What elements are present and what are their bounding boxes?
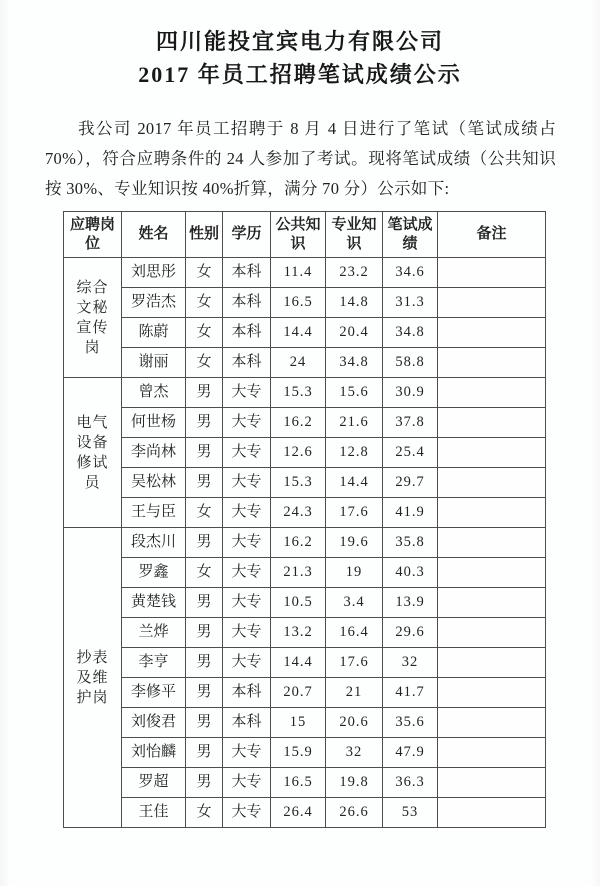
table-row	[64, 618, 546, 648]
professional-score-cell: 15.6	[326, 378, 383, 408]
name-cell: 李尚林	[122, 438, 186, 468]
gender-cell: 男	[186, 678, 223, 708]
name-cell: 罗超	[122, 768, 186, 798]
name-cell: 王与臣	[122, 498, 186, 528]
gender-cell: 女	[186, 288, 223, 318]
table-row	[64, 438, 546, 468]
gender-cell: 男	[186, 378, 223, 408]
professional-score-cell: 26.6	[326, 798, 383, 828]
public-score-cell: 26.4	[271, 798, 326, 828]
header-professional-knowledge	[326, 212, 383, 258]
table-row	[64, 738, 546, 768]
header-written-score	[383, 212, 438, 258]
remark-cell	[438, 438, 546, 468]
name-cell: 曾杰	[122, 378, 186, 408]
name-cell: 吴松林	[122, 468, 186, 498]
written-score-cell: 58.8	[383, 348, 438, 378]
professional-score-cell: 3.4	[326, 588, 383, 618]
written-score-cell: 29.7	[383, 468, 438, 498]
education-cell: 大专	[223, 468, 271, 498]
public-score-cell: 10.5	[271, 588, 326, 618]
table-row	[64, 648, 546, 678]
remark-cell	[438, 768, 546, 798]
remark-cell	[438, 558, 546, 588]
header-education	[223, 212, 271, 258]
education-cell: 大专	[223, 648, 271, 678]
written-score-cell: 13.9	[383, 588, 438, 618]
education-cell: 本科	[223, 708, 271, 738]
name-cell: 陈蔚	[122, 318, 186, 348]
intro-paragraph: 我公司 2017 年员工招聘于 8 月 4 日进行了笔试（笔试成绩占 70%），符合应聘条件的 24 人参加了考试。现将笔试成绩（公共知识按 30%、专业知识按 40%折算，满分 70 分）公示如下:	[45, 119, 556, 198]
professional-score-cell: 19	[326, 558, 383, 588]
header-gender-label: 性别	[188, 226, 219, 242]
written-score-cell: 31.3	[383, 288, 438, 318]
table-row	[64, 378, 546, 408]
education-cell: 本科	[223, 258, 271, 288]
remark-cell	[438, 678, 546, 708]
name-cell: 谢丽	[122, 348, 186, 378]
education-cell: 大专	[223, 558, 271, 588]
written-score-cell: 35.6	[383, 708, 438, 738]
table-row	[64, 498, 546, 528]
gender-cell: 男	[186, 708, 223, 738]
table-row	[64, 678, 546, 708]
public-score-cell: 24	[271, 348, 326, 378]
education-cell: 大专	[223, 768, 271, 798]
remark-cell	[438, 618, 546, 648]
remark-cell	[438, 498, 546, 528]
remark-cell	[438, 348, 546, 378]
professional-score-cell: 12.8	[326, 438, 383, 468]
name-cell: 罗浩杰	[122, 288, 186, 318]
gender-cell: 男	[186, 648, 223, 678]
table-row	[64, 588, 546, 618]
name-cell: 刘俊君	[122, 708, 186, 738]
name-cell: 黄楚钱	[122, 588, 186, 618]
header-professional-knowledge-label: 专业知识	[331, 216, 377, 252]
written-score-cell: 53	[383, 798, 438, 828]
gender-cell: 男	[186, 528, 223, 558]
education-cell: 本科	[223, 348, 271, 378]
score-table-body	[64, 258, 546, 828]
header-remark-label: 备注	[476, 226, 507, 242]
education-cell: 大专	[223, 738, 271, 768]
name-cell: 何世杨	[122, 408, 186, 438]
education-cell: 大专	[223, 798, 271, 828]
professional-score-cell: 17.6	[326, 498, 383, 528]
score-table-header	[64, 212, 546, 258]
remark-cell	[438, 318, 546, 348]
name-cell: 刘思彤	[122, 258, 186, 288]
written-score-cell: 29.6	[383, 618, 438, 648]
score-table	[63, 211, 546, 828]
gender-cell: 女	[186, 558, 223, 588]
education-cell: 本科	[223, 288, 271, 318]
document-title-line2: 2017 年员工招聘笔试成绩公示	[138, 62, 462, 87]
gender-cell: 女	[186, 798, 223, 828]
education-cell: 大专	[223, 618, 271, 648]
public-score-cell: 11.4	[271, 258, 326, 288]
gender-cell: 男	[186, 408, 223, 438]
professional-score-cell: 32	[326, 738, 383, 768]
professional-score-cell: 14.4	[326, 468, 383, 498]
table-row	[64, 318, 546, 348]
written-score-cell: 34.8	[383, 318, 438, 348]
education-cell: 大专	[223, 528, 271, 558]
public-score-cell: 16.5	[271, 288, 326, 318]
public-score-cell: 24.3	[271, 498, 326, 528]
header-written-score-label: 笔试成绩	[387, 216, 433, 252]
public-score-cell: 16.2	[271, 408, 326, 438]
table-row	[64, 288, 546, 318]
gender-cell: 女	[186, 348, 223, 378]
document-title-line1: 四川能投宜宾电力有限公司	[155, 29, 444, 54]
public-score-cell: 15.9	[271, 738, 326, 768]
name-cell: 段杰川	[122, 528, 186, 558]
gender-cell: 男	[186, 738, 223, 768]
written-score-cell: 36.3	[383, 768, 438, 798]
public-score-cell: 14.4	[271, 318, 326, 348]
public-score-cell: 21.3	[271, 558, 326, 588]
remark-cell	[438, 708, 546, 738]
header-public-knowledge	[271, 212, 326, 258]
gender-cell: 女	[186, 258, 223, 288]
position-cell: 综合文秘宣传岗	[64, 258, 122, 378]
table-row	[64, 558, 546, 588]
name-cell: 兰烨	[122, 618, 186, 648]
name-cell: 李修平	[122, 678, 186, 708]
professional-score-cell: 14.8	[326, 288, 383, 318]
remark-cell	[438, 738, 546, 768]
header-name-label: 姓名	[138, 226, 169, 242]
professional-score-cell: 21	[326, 678, 383, 708]
education-cell: 大专	[223, 588, 271, 618]
table-row	[64, 468, 546, 498]
written-score-cell: 41.9	[383, 498, 438, 528]
name-cell: 罗鑫	[122, 558, 186, 588]
written-score-cell: 47.9	[383, 738, 438, 768]
gender-cell: 男	[186, 468, 223, 498]
gender-cell: 男	[186, 588, 223, 618]
table-row	[64, 768, 546, 798]
remark-cell	[438, 528, 546, 558]
professional-score-cell: 17.6	[326, 648, 383, 678]
name-cell: 刘怡麟	[122, 738, 186, 768]
public-score-cell: 13.2	[271, 618, 326, 648]
name-cell: 王佳	[122, 798, 186, 828]
remark-cell	[438, 408, 546, 438]
remark-cell	[438, 288, 546, 318]
education-cell: 大专	[223, 438, 271, 468]
professional-score-cell: 16.4	[326, 618, 383, 648]
education-cell: 大专	[223, 408, 271, 438]
remark-cell	[438, 468, 546, 498]
table-row	[64, 408, 546, 438]
gender-cell: 女	[186, 318, 223, 348]
professional-score-cell: 20.6	[326, 708, 383, 738]
header-name	[122, 212, 186, 258]
education-cell: 本科	[223, 318, 271, 348]
gender-cell: 男	[186, 618, 223, 648]
name-cell: 李亨	[122, 648, 186, 678]
public-score-cell: 16.2	[271, 528, 326, 558]
education-cell: 大专	[223, 378, 271, 408]
table-row	[64, 798, 546, 828]
gender-cell: 女	[186, 498, 223, 528]
public-score-cell: 20.7	[271, 678, 326, 708]
header-public-knowledge-label: 公共知识	[275, 216, 321, 252]
professional-score-cell: 23.2	[326, 258, 383, 288]
remark-cell	[438, 648, 546, 678]
header-education-label: 学历	[231, 226, 262, 242]
header-position	[64, 212, 122, 258]
public-score-cell: 15	[271, 708, 326, 738]
remark-cell	[438, 378, 546, 408]
table-row	[64, 708, 546, 738]
gender-cell: 男	[186, 438, 223, 468]
table-row	[64, 348, 546, 378]
written-score-cell: 30.9	[383, 378, 438, 408]
gender-cell: 男	[186, 768, 223, 798]
remark-cell	[438, 258, 546, 288]
public-score-cell: 16.5	[271, 768, 326, 798]
header-remark	[438, 212, 546, 258]
written-score-cell: 35.8	[383, 528, 438, 558]
position-cell: 电气设备修试员	[64, 378, 122, 528]
written-score-cell: 34.6	[383, 258, 438, 288]
education-cell: 大专	[223, 498, 271, 528]
table-row	[64, 528, 546, 558]
table-row	[64, 258, 546, 288]
public-score-cell: 12.6	[271, 438, 326, 468]
header-gender	[186, 212, 223, 258]
position-cell: 抄表及维护岗	[64, 528, 122, 828]
header-row	[64, 212, 546, 258]
written-score-cell: 41.7	[383, 678, 438, 708]
professional-score-cell: 34.8	[326, 348, 383, 378]
remark-cell	[438, 588, 546, 618]
remark-cell	[438, 798, 546, 828]
public-score-cell: 15.3	[271, 378, 326, 408]
header-position-label: 应聘岗位	[69, 216, 115, 252]
written-score-cell: 25.4	[383, 438, 438, 468]
public-score-cell: 15.3	[271, 468, 326, 498]
professional-score-cell: 19.6	[326, 528, 383, 558]
professional-score-cell: 21.6	[326, 408, 383, 438]
professional-score-cell: 20.4	[326, 318, 383, 348]
public-score-cell: 14.4	[271, 648, 326, 678]
written-score-cell: 37.8	[383, 408, 438, 438]
professional-score-cell: 19.8	[326, 768, 383, 798]
written-score-cell: 32	[383, 648, 438, 678]
education-cell: 本科	[223, 678, 271, 708]
written-score-cell: 40.3	[383, 558, 438, 588]
